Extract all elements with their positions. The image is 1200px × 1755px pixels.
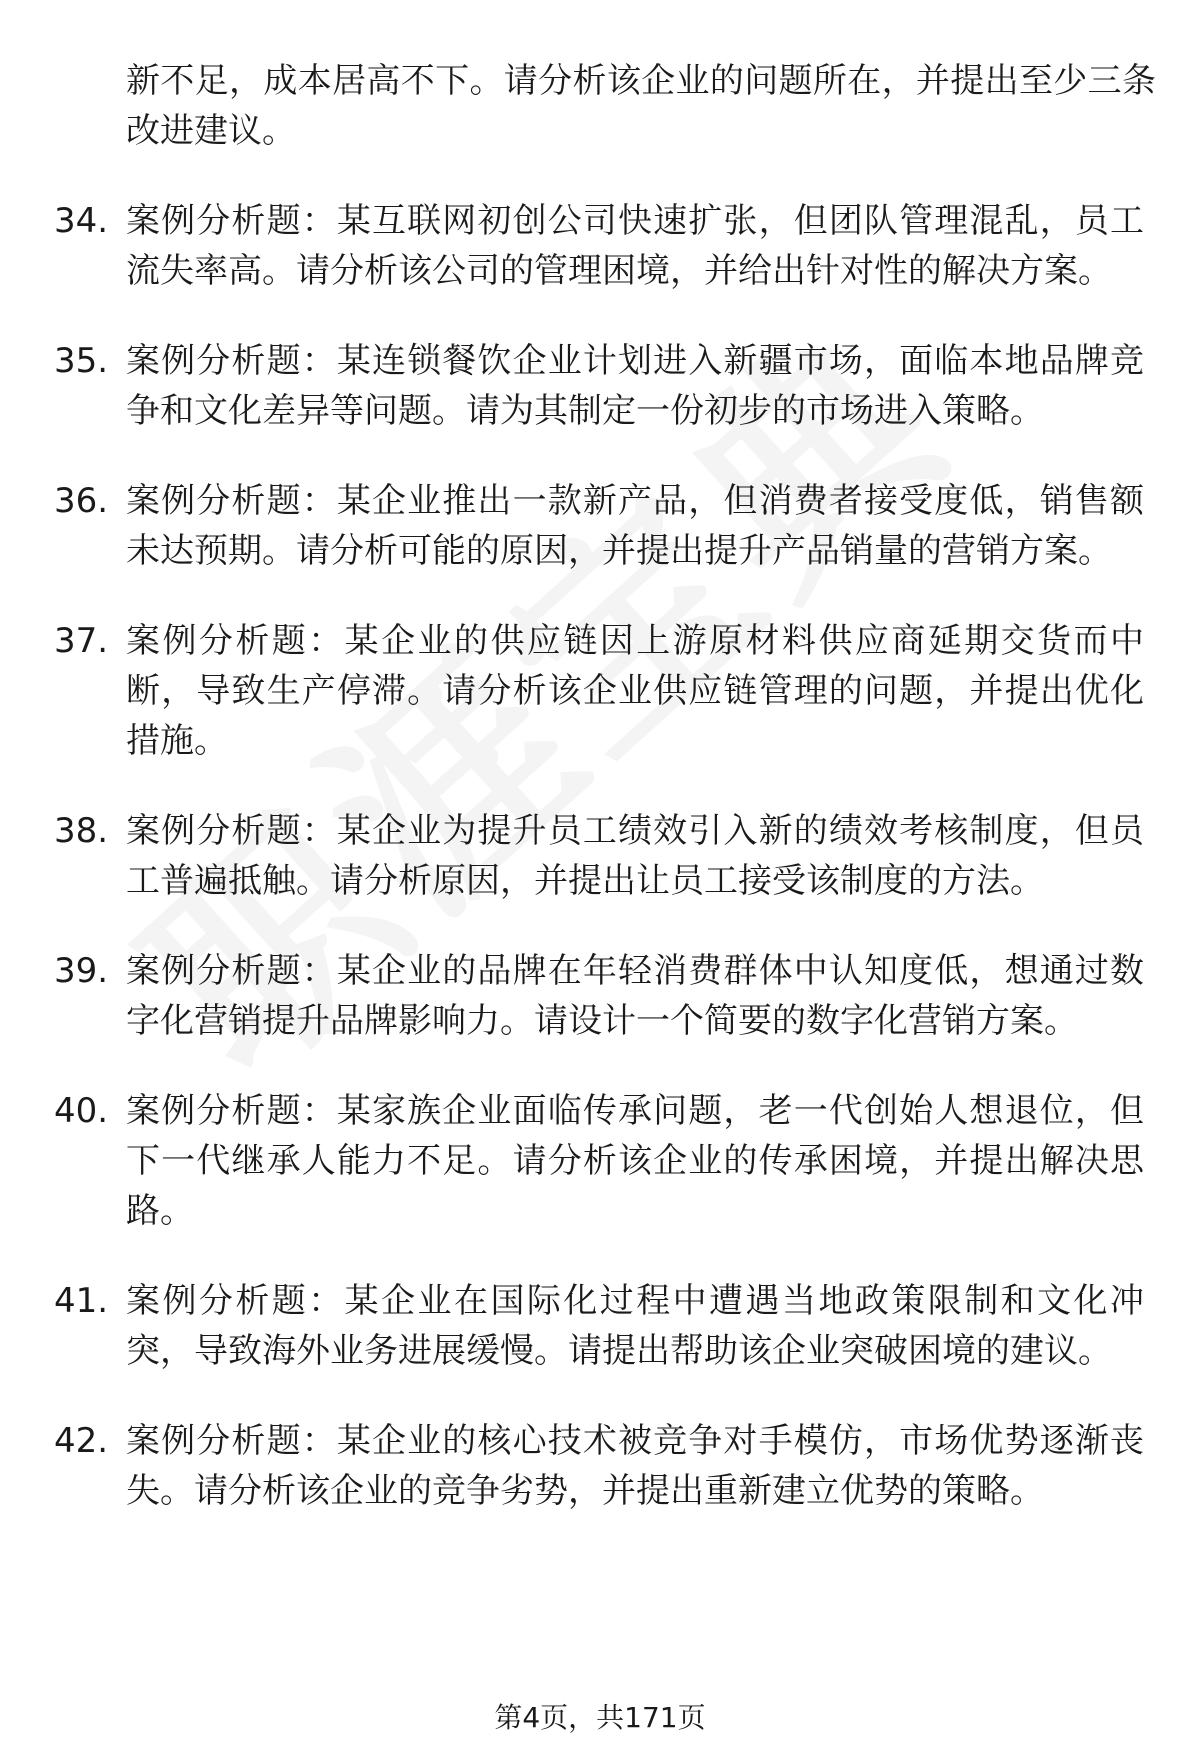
question-item xyxy=(54,476,1144,576)
question-item xyxy=(54,1276,1144,1376)
question-number: 39. xyxy=(54,951,109,991)
question-item xyxy=(54,196,1144,296)
question-text: 案例分析题：某企业的品牌在年轻消费群体中认知度低，想通过数字化营销提升品牌影响力。请设计一个简要的数字化营销方案。 xyxy=(126,951,1144,1041)
question-list xyxy=(54,56,1156,1516)
question-number: 40. xyxy=(54,1091,109,1131)
question-text: 案例分析题：某企业的供应链因上游原材料供应商延期交货而中断，导致生产停滞。请分析该企业供应链管理的问题，并提出优化措施。 xyxy=(126,621,1144,761)
question-text: 案例分析题：某连锁餐饮企业计划进入新疆市场，面临本地品牌竞争和文化差异等问题。请为其制定一份初步的市场进入策略。 xyxy=(126,341,1144,431)
page-footer: 第4页，共171页 xyxy=(494,1701,706,1734)
question-text: 案例分析题：某互联网初创公司快速扩张，但团队管理混乱，员工流失率高。请分析该公司的管理困境，并给出针对性的解决方案。 xyxy=(126,201,1144,291)
question-number: 41. xyxy=(54,1281,109,1321)
question-text: 案例分析题：某家族企业面临传承问题，老一代创始人想退位，但下一代继承人能力不足。请分析该企业的传承困境，并提出解决思路。 xyxy=(126,1091,1144,1231)
previous-question-continuation: 新不足，成本居高不下。请分析该企业的问题所在，并提出至少三条改进建议。 xyxy=(126,61,1156,151)
question-item xyxy=(54,806,1144,906)
question-item xyxy=(54,1086,1144,1236)
question-text: 案例分析题：某企业在国际化过程中遭遇当地政策限制和文化冲突，导致海外业务进展缓慢。请提出帮助该企业突破困境的建议。 xyxy=(126,1281,1144,1371)
question-item xyxy=(54,616,1144,766)
question-text: 案例分析题：某企业为提升员工绩效引入新的绩效考核制度，但员工普遍抵触。请分析原因，并提出让员工接受该制度的方法。 xyxy=(126,811,1144,901)
question-number: 36. xyxy=(54,481,109,521)
question-text: 案例分析题：某企业的核心技术被竞争对手模仿，市场优势逐渐丧失。请分析该企业的竞争劣势，并提出重新建立优势的策略。 xyxy=(126,1421,1144,1511)
question-number: 37. xyxy=(54,621,109,661)
question-text: 案例分析题：某企业推出一款新产品，但消费者接受度低，销售额未达预期。请分析可能的原因，并提出提升产品销量的营销方案。 xyxy=(126,481,1144,571)
question-item xyxy=(54,336,1144,436)
question-item xyxy=(54,946,1144,1046)
question-number: 34. xyxy=(54,201,109,241)
question-number: 38. xyxy=(54,811,109,851)
question-item xyxy=(54,1416,1144,1516)
question-number: 42. xyxy=(54,1421,109,1461)
question-number: 35. xyxy=(54,341,109,381)
